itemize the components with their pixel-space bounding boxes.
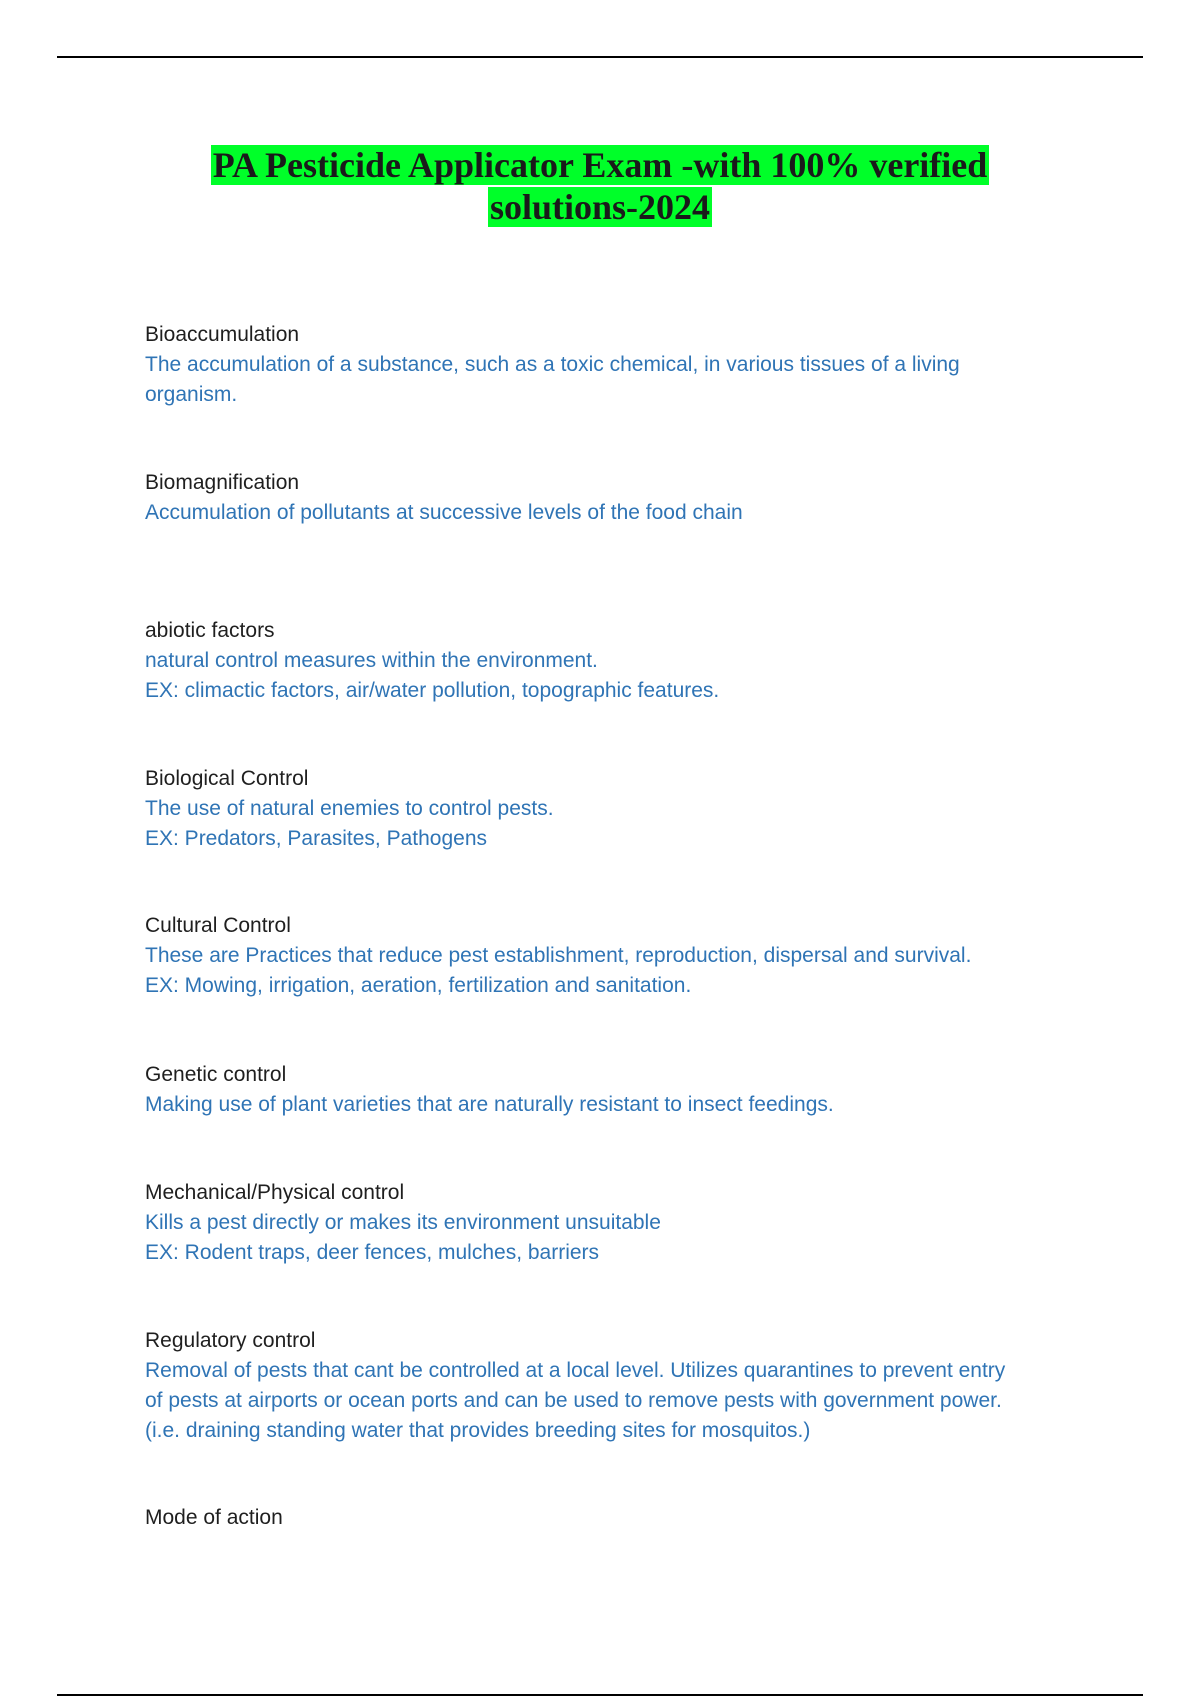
definition: Making use of plant varieties that are naturally resistant to insect feedings. xyxy=(145,1093,834,1116)
definition: Removal of pests that cant be controlled at a local level. Utilizes quarantines to prevent entry of pests at airports or ocean ports and can be used to remove pests with government power. (i.e. draining standing water that provides breeding sites for mosquitos.) xyxy=(145,1359,1006,1442)
term: abiotic factors xyxy=(145,619,275,642)
list-item xyxy=(145,616,1065,706)
list-item xyxy=(145,1178,1065,1268)
list-item xyxy=(145,1503,1065,1533)
definition: These are Practices that reduce pest establishment, reproduction, dispersal and survival. EX: Mowing, irrigation, aeration, fertilization and sanitation. xyxy=(145,944,972,997)
title-line-2: solutions-2024 xyxy=(489,187,711,227)
title-line-1: PA Pesticide Applicator Exam -with 100% verified xyxy=(212,145,988,185)
term: Mechanical/Physical control xyxy=(145,1181,405,1204)
list-item xyxy=(145,1060,1065,1120)
list-item xyxy=(145,764,1065,854)
term: Biomagnification xyxy=(145,471,300,494)
list-item xyxy=(145,468,1065,528)
definition: The accumulation of a substance, such as a toxic chemical, in various tissues of a living organism. xyxy=(145,353,960,406)
document-title xyxy=(0,144,1200,228)
bottom-rule xyxy=(57,1694,1143,1696)
definition: Accumulation of pollutants at successive levels of the food chain xyxy=(145,501,743,524)
list-item xyxy=(145,911,1065,1001)
top-rule xyxy=(57,56,1143,58)
list-item xyxy=(145,320,1065,410)
list-item xyxy=(145,1326,1065,1446)
definition: The use of natural enemies to control pests. EX: Predators, Parasites, Pathogens xyxy=(145,797,554,850)
term: Mode of action xyxy=(145,1506,283,1529)
term: Genetic control xyxy=(145,1063,287,1086)
definition: natural control measures within the environment. EX: climactic factors, air/water pollution, topographic features. xyxy=(145,649,720,702)
term: Regulatory control xyxy=(145,1329,316,1352)
term: Cultural Control xyxy=(145,914,291,937)
term: Bioaccumulation xyxy=(145,323,300,346)
term: Biological Control xyxy=(145,767,309,790)
definition: Kills a pest directly or makes its environment unsuitable EX: Rodent traps, deer fences, mulches, barriers xyxy=(145,1211,661,1264)
